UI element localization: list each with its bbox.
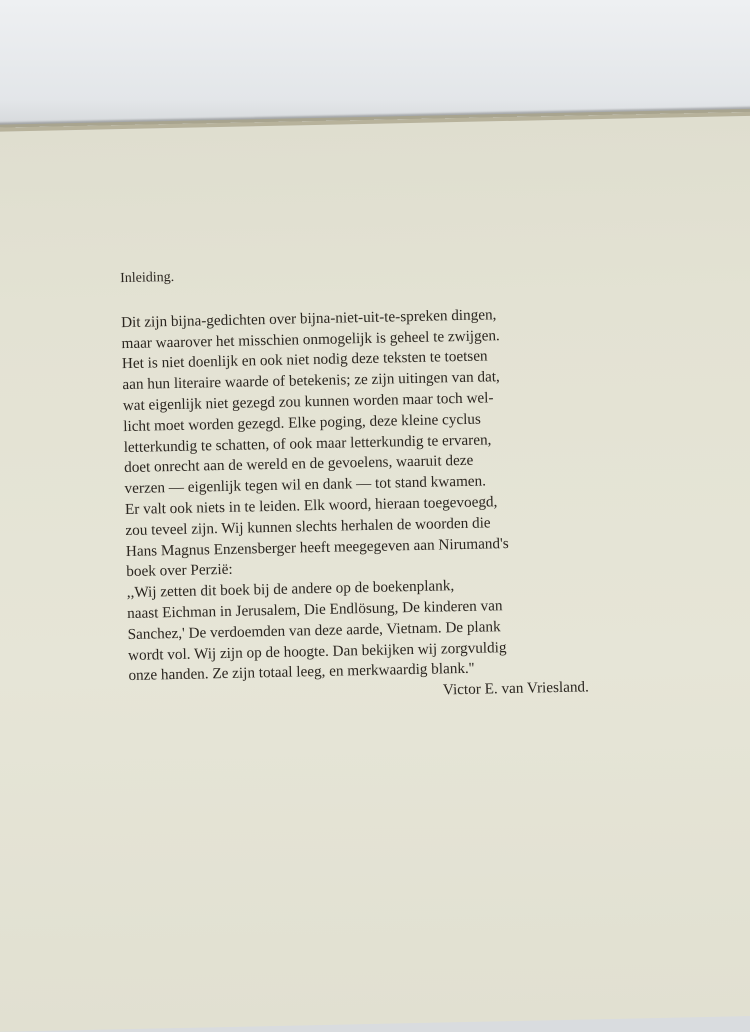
quote-line: onze handen. Ze zijn totaal leeg, en merkwaardig blank.'' bbox=[128, 660, 475, 685]
quote-line: naast Eichman in Jerusalem, Die Endlösung, De kinderen van bbox=[127, 597, 503, 622]
quote-line: wordt vol. Wij zijn op de hoogte. Dan bekijken wij zorgvuldig bbox=[127, 638, 507, 664]
text-line: aan hun literaire waarde of betekenis; ze zijn uitingen van dat, bbox=[122, 368, 500, 394]
quote-line: ,,Wij zetten dit boek bij de andere op de boekenplank, bbox=[126, 577, 455, 602]
text-line: wat eigenlijk niet gezegd zou kunnen worden maar toch wel- bbox=[122, 389, 494, 415]
text-line: Er valt ook niets in te leiden. Elk woord, hieraan toegevoegd, bbox=[124, 493, 498, 519]
section-heading: Inleiding. bbox=[120, 269, 175, 287]
text-line: zou teveel zijn. Wij kunnen slechts herhalen de woorden die bbox=[125, 514, 491, 539]
text-line: boek over Perzië: bbox=[126, 561, 233, 581]
text-block bbox=[120, 259, 589, 707]
text-line: Het is niet doenlijk en ook niet nodig deze teksten te toetsen bbox=[121, 347, 488, 373]
book-page bbox=[0, 111, 750, 1032]
text-line: Dit zijn bijna-gedichten over bijna-niet-uit-te-spreken dingen, bbox=[120, 306, 497, 331]
text-line: letterkundig te schatten, of ook maar letterkundig te ervaren, bbox=[123, 430, 492, 456]
text-line: Hans Magnus Enzensberger heeft meegegeven aan Nirumand's bbox=[125, 534, 509, 560]
signature: Victor E. van Vriesland. bbox=[442, 678, 590, 699]
quote-line: Sanchez,' De verdoemden van deze aarde, Vietnam. De plank bbox=[127, 617, 501, 643]
text-line: verzen — eigenlijk tegen wil en dank — tot stand kwamen. bbox=[124, 472, 487, 498]
text-line: maar waarover het misschien onmogelijk is geheel te zwijgen. bbox=[121, 326, 500, 352]
text-line: doet onrecht aan de wereld en de gevoelens, waaruit deze bbox=[123, 452, 474, 477]
text-line: licht moet worden gezegd. Elke poging, deze kleine cyclus bbox=[123, 410, 482, 435]
